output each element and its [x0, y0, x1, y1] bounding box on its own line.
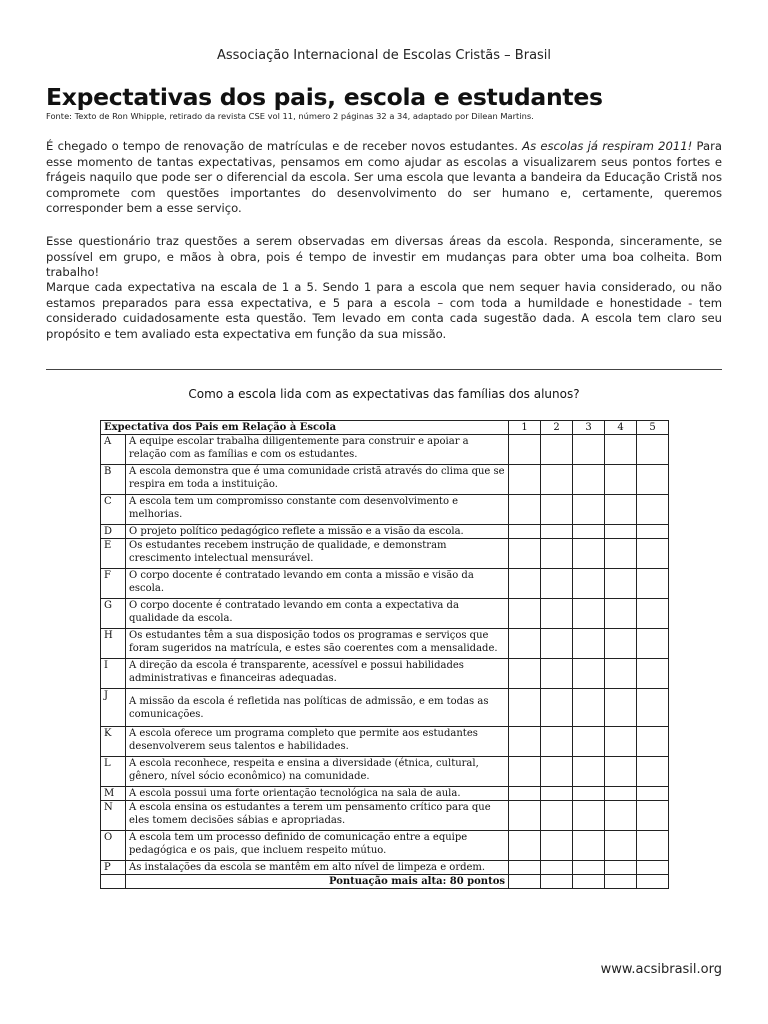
total-score-cell-1[interactable]: [509, 875, 541, 889]
total-score-cell-4[interactable]: [605, 875, 637, 889]
score-cell-3[interactable]: [573, 599, 605, 629]
table-row: [101, 525, 669, 539]
score-cell-2[interactable]: [541, 465, 573, 495]
score-cell-1[interactable]: [509, 659, 541, 689]
score-cell-3[interactable]: [573, 539, 605, 569]
score-cell-3[interactable]: [573, 629, 605, 659]
score-cell-1[interactable]: [509, 629, 541, 659]
score-cell-4[interactable]: [605, 629, 637, 659]
score-cell-2[interactable]: [541, 629, 573, 659]
score-cell-1[interactable]: [509, 495, 541, 525]
score-cell-1[interactable]: [509, 757, 541, 787]
score-cell-3[interactable]: [573, 757, 605, 787]
table-row: [101, 689, 669, 727]
row-letter: L: [101, 757, 126, 787]
row-expectation-text: Os estudantes recebem instrução de qualidade, e demonstram crescimento intelectual mensurável.: [126, 539, 509, 569]
footer-website: www.acsibrasil.org: [600, 962, 722, 977]
row-expectation-text: O corpo docente é contratado levando em conta a expectativa da qualidade da escola.: [126, 599, 509, 629]
row-letter: G: [101, 599, 126, 629]
row-letter: E: [101, 539, 126, 569]
score-cell-1[interactable]: [509, 569, 541, 599]
score-cell-1[interactable]: [509, 831, 541, 861]
total-score-label: Pontuação mais alta: 80 pontos: [126, 875, 509, 889]
row-letter: B: [101, 465, 126, 495]
row-letter: A: [101, 435, 126, 465]
score-cell-3[interactable]: [573, 465, 605, 495]
score-cell-5[interactable]: [637, 689, 669, 727]
score-cell-4[interactable]: [605, 599, 637, 629]
table-row: [101, 495, 669, 525]
row-letter: H: [101, 629, 126, 659]
score-cell-3[interactable]: [573, 831, 605, 861]
score-cell-5[interactable]: [637, 787, 669, 801]
score-cell-5[interactable]: [637, 801, 669, 831]
score-cell-3[interactable]: [573, 689, 605, 727]
score-cell-2[interactable]: [541, 861, 573, 875]
score-cell-4[interactable]: [605, 831, 637, 861]
total-score-cell-5[interactable]: [637, 875, 669, 889]
score-cell-2[interactable]: [541, 801, 573, 831]
row-expectation-text: A escola possui uma forte orientação tecnológica na sala de aula.: [126, 787, 509, 801]
table-row: [101, 659, 669, 689]
table-row: [101, 435, 669, 465]
score-cell-4[interactable]: [605, 861, 637, 875]
row-expectation-text: O projeto político pedagógico reflete a missão e a visão da escola.: [126, 525, 509, 539]
row-letter: C: [101, 495, 126, 525]
score-cell-5[interactable]: [637, 599, 669, 629]
intro-text-start: É chegado o tempo de renovação de matrículas e de receber novos estudantes.: [46, 139, 523, 153]
score-cell-5[interactable]: [637, 727, 669, 757]
score-cell-2[interactable]: [541, 727, 573, 757]
score-cell-5[interactable]: [637, 435, 669, 465]
intro-paragraph-3: Marque cada expectativa na escala de 1 a 5. Sendo 1 para a escola que nem sequer havia considerado, ou não estamos preparados para essa expectativa, e 5 para a escola – com toda a humildade e honestidade - tem considerado cuidadosamente esta questão. Tem levado em conta cada sugestão dada. A escola tem claro seu propósito e tem avaliado esta expectativa em função da sua missão.: [46, 280, 722, 341]
page-title: Expectativas dos pais, escola e estudantes: [46, 83, 603, 111]
table-row: [101, 787, 669, 801]
score-cell-1[interactable]: [509, 727, 541, 757]
score-cell-2[interactable]: [541, 569, 573, 599]
survey-table: [100, 420, 669, 889]
row-expectation-text: A missão da escola é refletida nas políticas de admissão, e em todas as comunicações.: [126, 689, 509, 727]
score-cell-1[interactable]: [509, 861, 541, 875]
score-cell-5[interactable]: [637, 659, 669, 689]
score-cell-3[interactable]: [573, 435, 605, 465]
score-cell-2[interactable]: [541, 495, 573, 525]
row-letter: F: [101, 569, 126, 599]
row-expectation-text: As instalações da escola se mantêm em alto nível de limpeza e ordem.: [126, 861, 509, 875]
intro-paragraph-1: [46, 139, 722, 217]
score-cell-4[interactable]: [605, 801, 637, 831]
score-cell-5[interactable]: [637, 861, 669, 875]
row-expectation-text: O corpo docente é contratado levando em conta a missão e visão da escola.: [126, 569, 509, 599]
table-header-label: Expectativa dos Pais em Relação à Escola: [101, 421, 509, 435]
score-cell-3[interactable]: [573, 727, 605, 757]
row-letter: O: [101, 831, 126, 861]
score-cell-4[interactable]: [605, 525, 637, 539]
score-cell-5[interactable]: [637, 629, 669, 659]
score-cell-2[interactable]: [541, 599, 573, 629]
source-citation: Fonte: Texto de Ron Whipple, retirado da revista CSE vol 11, número 2 páginas 32 a 34, adaptado por Dilean Martins.: [46, 111, 534, 121]
score-cell-4[interactable]: [605, 435, 637, 465]
table-row: [101, 569, 669, 599]
row-expectation-text: A escola tem um processo definido de comunicação entre a equipe pedagógica e os pais, que incluem respeito mútuo.: [126, 831, 509, 861]
table-row: [101, 539, 669, 569]
table-row: [101, 599, 669, 629]
scale-header-2: 2: [541, 421, 573, 435]
score-cell-3[interactable]: [573, 569, 605, 599]
score-cell-4[interactable]: [605, 727, 637, 757]
row-letter: K: [101, 727, 126, 757]
score-cell-5[interactable]: [637, 757, 669, 787]
row-expectation-text: A escola ensina os estudantes a terem um pensamento crítico para que eles tomem decisões sábias e apropriadas.: [126, 801, 509, 831]
table-row: [101, 465, 669, 495]
row-letter: I: [101, 659, 126, 689]
score-cell-5[interactable]: [637, 465, 669, 495]
score-cell-2[interactable]: [541, 757, 573, 787]
score-cell-1[interactable]: [509, 539, 541, 569]
row-letter: J: [101, 689, 126, 727]
score-cell-1[interactable]: [509, 599, 541, 629]
table-row: [101, 629, 669, 659]
table-row: [101, 801, 669, 831]
score-cell-4[interactable]: [605, 495, 637, 525]
score-cell-1[interactable]: [509, 435, 541, 465]
table-header-row: [101, 421, 669, 435]
score-cell-3[interactable]: [573, 801, 605, 831]
total-row: [101, 875, 669, 889]
score-cell-2[interactable]: [541, 689, 573, 727]
section-divider: [46, 369, 722, 370]
table-row: [101, 757, 669, 787]
row-letter: D: [101, 525, 126, 539]
row-expectation-text: A escola tem um compromisso constante com desenvolvimento e melhorias.: [126, 495, 509, 525]
score-cell-3[interactable]: [573, 861, 605, 875]
row-letter: M: [101, 787, 126, 801]
row-expectation-text: A escola demonstra que é uma comunidade cristã através do clima que se respira em toda a instituição.: [126, 465, 509, 495]
row-expectation-text: A escola oferece um programa completo que permite aos estudantes desenvolverem seus talentos e habilidades.: [126, 727, 509, 757]
score-cell-1[interactable]: [509, 465, 541, 495]
row-letter: P: [101, 861, 126, 875]
score-cell-5[interactable]: [637, 495, 669, 525]
score-cell-5[interactable]: [637, 539, 669, 569]
intro-paragraph-2: Esse questionário traz questões a serem observadas em diversas áreas da escola. Responda, sinceramente, se possível em grupo, e mãos à obra, pois é tempo de investir em mudanças para obter uma boa colheita. Bom trabalho!: [46, 234, 722, 279]
table-row: [101, 861, 669, 875]
score-cell-4[interactable]: [605, 539, 637, 569]
row-letter: N: [101, 801, 126, 831]
score-cell-3[interactable]: [573, 787, 605, 801]
score-cell-1[interactable]: [509, 525, 541, 539]
intro-italic-text: As escolas já respiram 2011!: [522, 139, 693, 153]
table-row: [101, 727, 669, 757]
scale-header-3: 3: [573, 421, 605, 435]
score-cell-2[interactable]: [541, 659, 573, 689]
score-cell-4[interactable]: [605, 689, 637, 727]
score-cell-1[interactable]: [509, 689, 541, 727]
total-score-cell-2[interactable]: [541, 875, 573, 889]
table-row: [101, 831, 669, 861]
score-cell-4[interactable]: [605, 465, 637, 495]
organization-header: Associação Internacional de Escolas Cristãs – Brasil: [216, 48, 552, 63]
row-expectation-text: A equipe escolar trabalha diligentemente para construir e apoiar a relação com as famílias e com os estudantes.: [126, 435, 509, 465]
score-cell-5[interactable]: [637, 831, 669, 861]
score-cell-1[interactable]: [509, 787, 541, 801]
score-cell-3[interactable]: [573, 659, 605, 689]
scale-header-5: 5: [637, 421, 669, 435]
score-cell-2[interactable]: [541, 525, 573, 539]
score-cell-3[interactable]: [573, 525, 605, 539]
score-cell-2[interactable]: [541, 539, 573, 569]
score-cell-2[interactable]: [541, 787, 573, 801]
total-row-spacer: [101, 875, 126, 889]
row-expectation-text: Os estudantes têm a sua disposição todos os programas e serviços que foram sugeridos na matrícula, e estes são coerentes com a mensalidade.: [126, 629, 509, 659]
row-expectation-text: A escola reconhece, respeita e ensina a diversidade (étnica, cultural, gênero, nível sócio econômico) na comunidade.: [126, 757, 509, 787]
total-score-cell-3[interactable]: [573, 875, 605, 889]
score-cell-4[interactable]: [605, 569, 637, 599]
score-cell-4[interactable]: [605, 757, 637, 787]
intro-text-end: Para esse momento de tantas expectativas, pensamos em como ajudar as escolas a visualizarem seus pontos fortes e frágeis naquilo que pode ser o diferencial da escola. Ser uma escola que levanta a bandeira da Educação Cristã nos compromete com questões importantes do desenvolvimento do ser humano e, certamente, queremos corresponder bem a esse serviço.: [46, 139, 722, 215]
score-cell-5[interactable]: [637, 569, 669, 599]
score-cell-3[interactable]: [573, 495, 605, 525]
score-cell-2[interactable]: [541, 435, 573, 465]
scale-header-1: 1: [509, 421, 541, 435]
score-cell-5[interactable]: [637, 525, 669, 539]
section-question: Como a escola lida com as expectativas das famílias dos alunos?: [188, 387, 580, 401]
score-cell-1[interactable]: [509, 801, 541, 831]
score-cell-2[interactable]: [541, 831, 573, 861]
scale-header-4: 4: [605, 421, 637, 435]
score-cell-4[interactable]: [605, 659, 637, 689]
score-cell-4[interactable]: [605, 787, 637, 801]
row-expectation-text: A direção da escola é transparente, acessível e possui habilidades administrativas e financeiras adequadas.: [126, 659, 509, 689]
